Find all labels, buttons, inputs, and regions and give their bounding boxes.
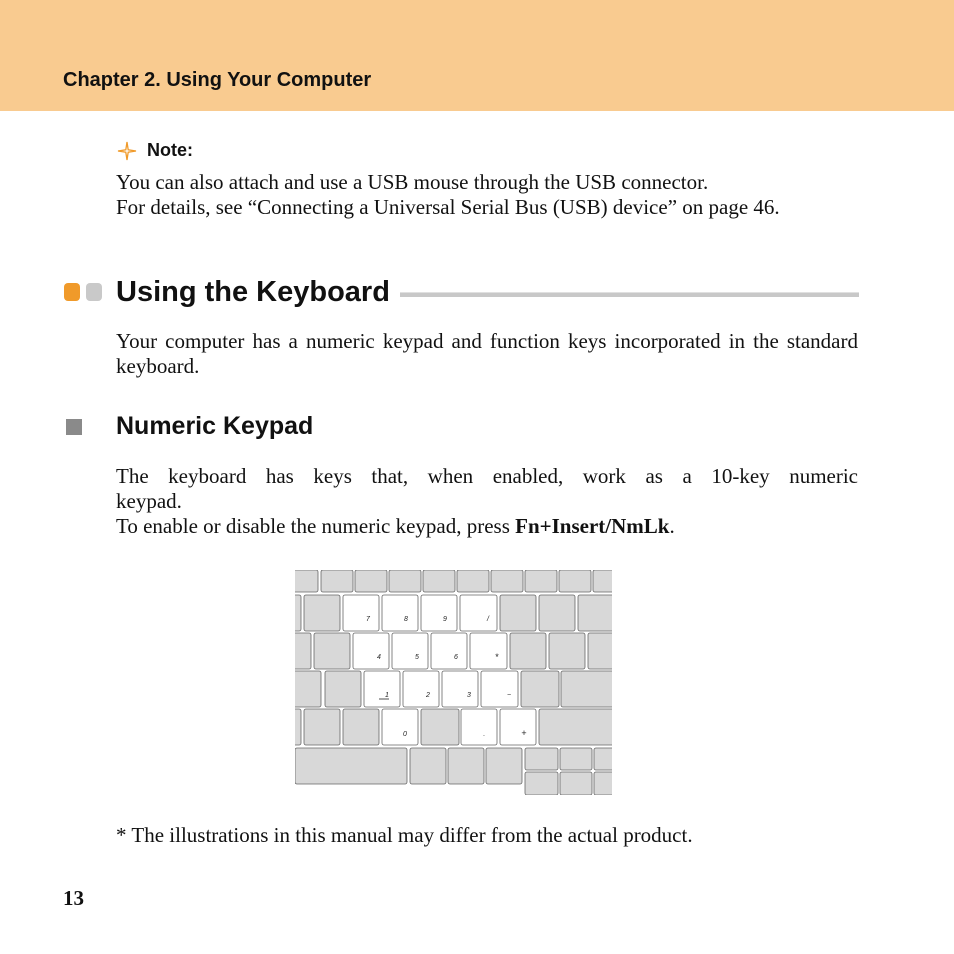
note-body: [116, 170, 858, 220]
keypad-key: [442, 671, 478, 707]
body-line: [116, 514, 858, 539]
chapter-header: [0, 0, 954, 111]
keypad-label-2: 2: [426, 692, 430, 699]
keypad-label-3: 3: [467, 692, 471, 699]
section-title: Using the Keyboard: [116, 275, 390, 308]
section-heading: [64, 272, 859, 312]
keypad-key: [382, 709, 418, 745]
subsection-body: [116, 464, 858, 539]
section-intro: Your computer has a numeric keypad and function keys incorporated in the standard keyboard.: [116, 329, 858, 378]
keypad-key: [460, 595, 497, 631]
keypad-key: [392, 633, 428, 669]
keypad-label-minus: −: [506, 692, 512, 699]
keypad-key: [421, 595, 457, 631]
note-heading: [117, 140, 193, 161]
keypad-key: [364, 671, 400, 707]
subsection-heading: [66, 412, 313, 441]
orange-bullet-icon: [64, 283, 80, 301]
keypad-label-asterisk: *: [495, 652, 499, 662]
note-label: Note:: [147, 140, 193, 160]
sparkle-icon: [117, 141, 137, 161]
chapter-title: Chapter 2. Using Your Computer: [63, 69, 372, 91]
keypad-key: [481, 671, 518, 707]
keyboard-illustration: [295, 570, 612, 795]
keypad-label-7: 7: [366, 616, 370, 623]
note-line: For details, see “Connecting a Universal Serial Bus (USB) device” on page 46.: [116, 195, 780, 219]
keypad-label-1: 1: [385, 692, 389, 699]
body-text: .: [669, 514, 675, 538]
keypad-label-dot: .: [483, 731, 485, 738]
keypad-key: [343, 595, 379, 631]
keypad-key: [461, 709, 497, 745]
keypad-label-0: 0: [403, 731, 407, 738]
keypad-key: [470, 633, 507, 669]
footnote: * The illustrations in this manual may differ from the actual product.: [116, 823, 693, 847]
keypad-key: [403, 671, 439, 707]
keypad-key: [353, 633, 389, 669]
body-line: keypad.: [116, 489, 182, 513]
keypad-label-5: 5: [415, 654, 419, 661]
gray-bullet-icon: [86, 283, 102, 301]
title-rule: [400, 292, 859, 297]
body-text: To enable or disable the numeric keypad, press: [116, 514, 516, 538]
note-line: You can also attach and use a USB mouse through the USB connector.: [116, 170, 709, 194]
body-line: The keyboard has keys that, when enabled, work as a 10-key numeric: [116, 464, 858, 488]
key-combo: Fn+Insert/NmLk: [515, 514, 670, 538]
keypad-key: [382, 595, 418, 631]
keypad-label-9: 9: [443, 616, 447, 623]
keypad-label-slash: /: [487, 616, 489, 623]
square-bullet-icon: [66, 419, 82, 435]
keypad-key: [500, 709, 536, 745]
keypad-key: [431, 633, 467, 669]
keypad-label-plus: +: [521, 728, 527, 738]
keypad-label-8: 8: [404, 616, 408, 623]
subsection-title: Numeric Keypad: [116, 412, 314, 440]
keypad-label-6: 6: [454, 654, 458, 661]
keypad-label-4: 4: [377, 654, 381, 661]
page-number: 13: [63, 886, 84, 910]
